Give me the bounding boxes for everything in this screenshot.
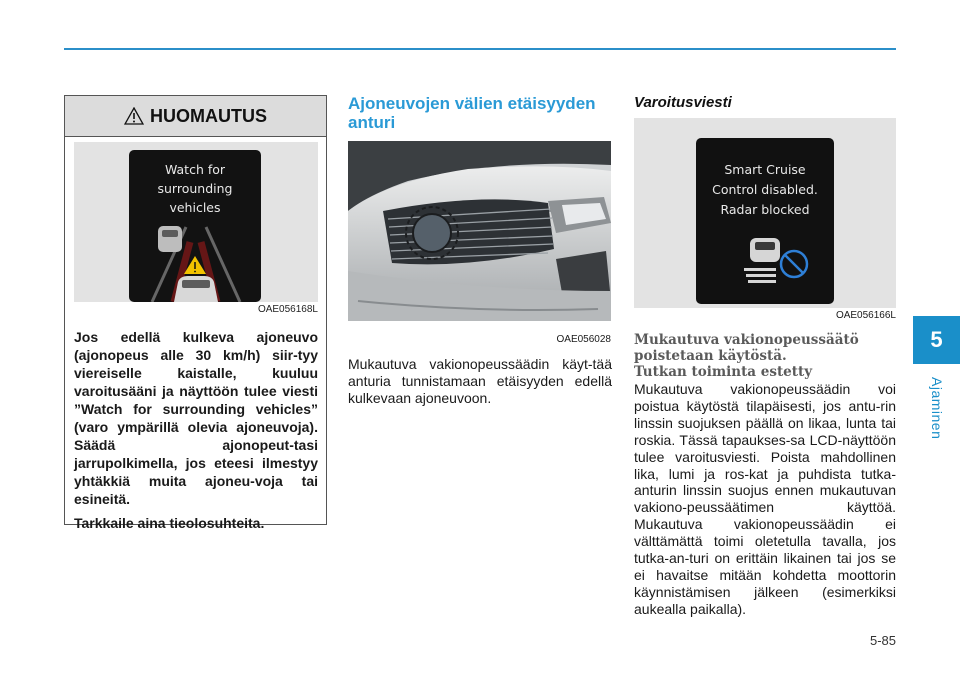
page-number: 5-85	[869, 633, 896, 648]
car-figure-code: OAE056028	[348, 334, 611, 347]
warning-triangle-icon	[124, 107, 144, 125]
notice-body	[74, 328, 318, 538]
cluster-display-line-2: Control disabled.	[712, 182, 818, 197]
notice-header	[65, 96, 326, 137]
chapter-title-tab	[914, 372, 960, 444]
cluster-display-figure	[634, 118, 896, 308]
notice-box	[64, 95, 327, 531]
warning-message-body: Mukautuva vakionopeussäädin voi poistua käytöstä tilapäisesti, jos antu-rin linssin suojuksen päällä on likaa, lunta tai roskia. Tässä tapaukses-sa LCD-näyttöön tulee varoitusviesti. Poista mahdollinen lika, lumi ja ros-kat ja puhdista tutka-anturin linssin suojus ennen mukautuvan vakiono-peussäätimen käyttöä. Mukautuva vakionopeussäädin ei välttämättä toimi oletetulla tavalla, jos tutka-an-turi on erittäin likainen tai jos se ei havaitse mitään kohdetta moottorin käynnistämisen jälkeen (esimerkiksi aukealla paikalla).	[634, 381, 896, 617]
warning-subheading	[634, 332, 896, 380]
cluster-display-line-1: Smart Cruise	[724, 162, 806, 177]
warning-subheading-2: Tutkan toiminta estetty	[634, 364, 813, 380]
distance-sensor-heading: Ajoneuvojen välien etäisyyden anturi	[348, 94, 596, 132]
warning-subheading-1: Mukautuva vakionopeussäätö poistetaan käytöstä.	[634, 332, 859, 364]
cluster-figure-code: OAE056166L	[835, 310, 896, 321]
notice-body-text: Jos edellä kulkeva ajoneuvo (ajonopeus alle 30 km/h) siir-tyy viereiselle kaistalle, kuuluu varoitusääni ja näyttöön tulee viesti ”Watch for surrounding vehicles” (varo ympärillä olevia ajoneuvoja). Säädä ajonopeut-tasi jarrupolkimella, jos eteesi ilmestyy yhtäkkiä muita ajoneu-voja tai esineitä.	[74, 329, 318, 507]
notice-title: HUOMAUTUS	[150, 105, 267, 126]
distance-sensor-body: Mukautuva vakionopeussäädin käyt-tää anturia tunnistamaan etäisyyden edellä kulkevaan ajoneuvoon.	[348, 356, 612, 406]
chapter-number-tab	[913, 316, 960, 364]
notice-figure-code: OAE056168L	[257, 304, 318, 315]
notice-display-line-2: surrounding	[157, 181, 233, 196]
notice-figure	[74, 142, 318, 302]
car-front-figure	[348, 141, 611, 321]
warning-message-heading: Varoitusviesti	[634, 94, 732, 111]
top-rule	[64, 48, 896, 50]
chapter-title: Ajaminen	[929, 376, 945, 440]
chapter-number: 5	[930, 327, 943, 352]
cluster-display-line-3: Radar blocked	[720, 202, 810, 217]
own-car-icon	[174, 276, 218, 302]
notice-display-line-3: vehicles	[169, 200, 221, 215]
notice-advice-text: Tarkkaile aina tieolosuhteita.	[74, 515, 265, 531]
notice-display-line-1: Watch for	[164, 162, 226, 177]
adjacent-car-icon	[158, 226, 182, 252]
